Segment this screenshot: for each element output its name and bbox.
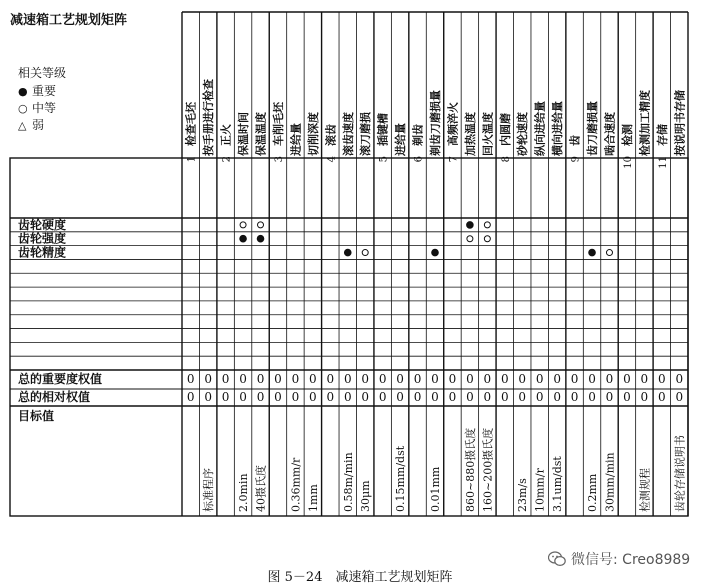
legend-label-weak: 弱 (32, 118, 45, 132)
column-header: 剃齿刀磨损量 (429, 90, 442, 156)
row-label: 齿轮硬度 (18, 217, 67, 232)
column-header: 砂轮速度 (516, 112, 530, 156)
summary-value: 0 (343, 372, 352, 386)
summary-label: 总的相对权值 (18, 390, 91, 404)
column-header: 纵向进给量 (533, 101, 547, 156)
summary-value: 0 (570, 390, 579, 404)
summary-value: 0 (553, 390, 561, 404)
column-header: 插键槽 (376, 113, 390, 146)
mark-medium (258, 222, 264, 228)
target-values (18, 408, 686, 512)
target-value: 0.58m/min (341, 452, 355, 512)
watermark-text: 微信号: Creo8989 (571, 552, 691, 568)
legend (18, 65, 66, 132)
column-header: 进给量 (289, 123, 303, 156)
summary-value: 0 (605, 372, 614, 386)
summary-value: 0 (483, 390, 492, 404)
target-value: 3.1um/dst (551, 456, 565, 512)
column-group-number: 2 (221, 156, 233, 163)
summary-value: 0 (588, 390, 596, 404)
column-header: 存储 (655, 124, 669, 146)
summary-value: 0 (500, 372, 509, 386)
summary-value: 0 (640, 390, 649, 404)
summary-value: 0 (186, 372, 195, 386)
summary-value: 0 (326, 390, 335, 404)
column-group-number: 9 (570, 156, 582, 163)
summary-value: 0 (291, 390, 300, 404)
summary-value: 0 (413, 372, 422, 386)
summary-value: 0 (274, 390, 282, 404)
column-header: 回火温度 (481, 112, 495, 156)
summary-value: 0 (535, 372, 544, 386)
target-value: 860~880摄氏度 (463, 427, 477, 512)
column-group-number: 6 (413, 156, 425, 163)
summary-value: 0 (309, 372, 317, 386)
summary-value: 0 (658, 390, 666, 404)
summary-value: 0 (186, 390, 195, 404)
summary-value: 0 (204, 390, 212, 404)
legend-label-important: 重要 (32, 84, 57, 98)
column-header: 保温时间 (237, 112, 251, 156)
summary-value: 0 (256, 390, 265, 404)
mark-important (432, 249, 439, 256)
summary-value: 0 (291, 372, 300, 386)
target-value: 160~200摄氏度 (481, 427, 495, 512)
column-header: 检测加工精度 (638, 90, 652, 156)
column-group-number: 4 (326, 156, 338, 163)
summary-value: 0 (431, 372, 439, 386)
summary-value: 0 (274, 372, 282, 386)
target-value: 40摄氏度 (254, 465, 268, 512)
column-header: 进给量 (394, 123, 408, 156)
column-header: 切削深度 (306, 112, 320, 156)
target-value: 30mm/min (603, 452, 617, 512)
summary-value: 0 (239, 372, 247, 386)
summary-value: 0 (466, 390, 474, 404)
column-group-number: 7 (448, 156, 460, 163)
summary-value: 0 (396, 390, 404, 404)
summary-value: 0 (518, 372, 527, 386)
summary-value: 0 (570, 372, 579, 386)
mark-medium (484, 222, 490, 228)
mark-important (240, 235, 247, 242)
summary-value: 0 (239, 390, 247, 404)
row-label: 齿轮精度 (18, 245, 67, 260)
legend-label-medium: 中等 (32, 101, 57, 115)
column-header: 加热温度 (463, 112, 477, 156)
mark-important (257, 235, 264, 242)
summary-value: 0 (396, 372, 404, 386)
summary-value: 0 (309, 390, 317, 404)
mark-medium (606, 250, 612, 256)
summary-value: 0 (466, 372, 474, 386)
summary-label: 总的重要度权值 (18, 372, 103, 386)
row-labels (18, 217, 66, 260)
target-value: 1mm (306, 484, 320, 512)
column-header: 按手册进行检查 (202, 79, 216, 156)
column-header: 齿刀磨损量 (586, 101, 600, 156)
row-label: 齿轮强度 (18, 231, 67, 246)
column-headers (184, 79, 687, 169)
column-header: 按说明书存储 (673, 90, 687, 156)
column-header: 保温温度 (254, 112, 268, 156)
legend-symbol-open: ○ (18, 102, 28, 115)
column-header: 滚齿 (324, 124, 338, 146)
summary-value: 0 (553, 372, 561, 386)
summary-value: 0 (448, 372, 457, 386)
column-header: 高频淬火 (446, 102, 460, 146)
figure-caption: 图 5－24 减速箱工艺规划矩阵 (267, 570, 453, 585)
target-value: 0.36mm/r (289, 457, 303, 512)
legend-heading: 相关等级 (18, 66, 67, 80)
column-group-number: 1 (186, 156, 198, 163)
column-header: 滚刀磨损 (359, 112, 373, 156)
target-value: 30μm (359, 480, 373, 512)
column-header: 内圆磨 (498, 113, 512, 146)
summary-value: 0 (378, 390, 387, 404)
summary-value: 0 (343, 390, 352, 404)
column-group-number: 11 (657, 156, 669, 169)
summary-value: 0 (326, 372, 335, 386)
column-group-number: 10 (622, 156, 634, 169)
target-value: 0.01mm (429, 466, 442, 512)
column-header: 检查毛坯 (184, 102, 198, 146)
mark-medium (240, 222, 246, 228)
column-header: 正火 (219, 124, 233, 146)
summary-value: 0 (500, 390, 509, 404)
target-value: 2.0min (237, 473, 251, 512)
target-value: 检测规程 (638, 468, 652, 512)
summary-value: 0 (623, 372, 631, 386)
summary-value: 0 (623, 390, 631, 404)
column-header: 检测 (620, 124, 634, 146)
column-header: 滚齿速度 (341, 112, 355, 156)
summary-value: 0 (448, 390, 457, 404)
summary-value: 0 (361, 390, 370, 404)
mark-medium (362, 250, 368, 256)
column-header: 横向进给量 (551, 101, 565, 156)
summary-value: 0 (413, 390, 422, 404)
summary-value: 0 (658, 372, 666, 386)
summary-value: 0 (483, 372, 492, 386)
summary-value: 0 (204, 372, 212, 386)
summary-value: 0 (256, 372, 265, 386)
mark-important (467, 222, 474, 229)
column-group-number: 8 (500, 156, 512, 163)
wechat-icon (548, 551, 566, 567)
mark-important (344, 249, 351, 256)
summary-value: 0 (361, 372, 370, 386)
target-value: 0.15mm/dst (394, 445, 408, 512)
legend-symbol-filled: ● (18, 85, 28, 98)
summary-value: 0 (605, 390, 614, 404)
matrix-grid (10, 12, 688, 516)
mark-medium (467, 236, 473, 242)
target-label: 目标值 (18, 409, 55, 423)
mark-medium (484, 236, 490, 242)
summary-value: 0 (588, 372, 596, 386)
summary-value: 0 (518, 390, 527, 404)
column-group-number: 5 (378, 156, 390, 163)
column-header: 剃齿 (411, 124, 425, 146)
summary-value: 0 (378, 372, 387, 386)
target-value: 标准程序 (202, 468, 216, 512)
target-value: 10mm/r (533, 468, 547, 512)
legend-symbol-triangle: △ (18, 119, 27, 132)
summary-value: 0 (675, 390, 684, 404)
summary-value: 0 (535, 390, 544, 404)
target-value: 0.2mm (586, 473, 600, 512)
target-value: 23m/s (516, 478, 530, 512)
summary-value: 0 (431, 390, 439, 404)
column-group-number: 3 (273, 156, 285, 163)
column-header: 车削毛坯 (271, 102, 285, 146)
page-title: 减速箱工艺规划矩阵 (10, 13, 128, 28)
column-header: 齿 (568, 135, 582, 146)
column-header: 啮合速度 (603, 112, 617, 156)
mark-important (589, 249, 596, 256)
summary-value: 0 (221, 372, 230, 386)
summary-value: 0 (221, 390, 230, 404)
summary-value: 0 (675, 372, 684, 386)
target-value: 齿轮存储说明书 (673, 435, 687, 512)
summary-value: 0 (640, 372, 649, 386)
